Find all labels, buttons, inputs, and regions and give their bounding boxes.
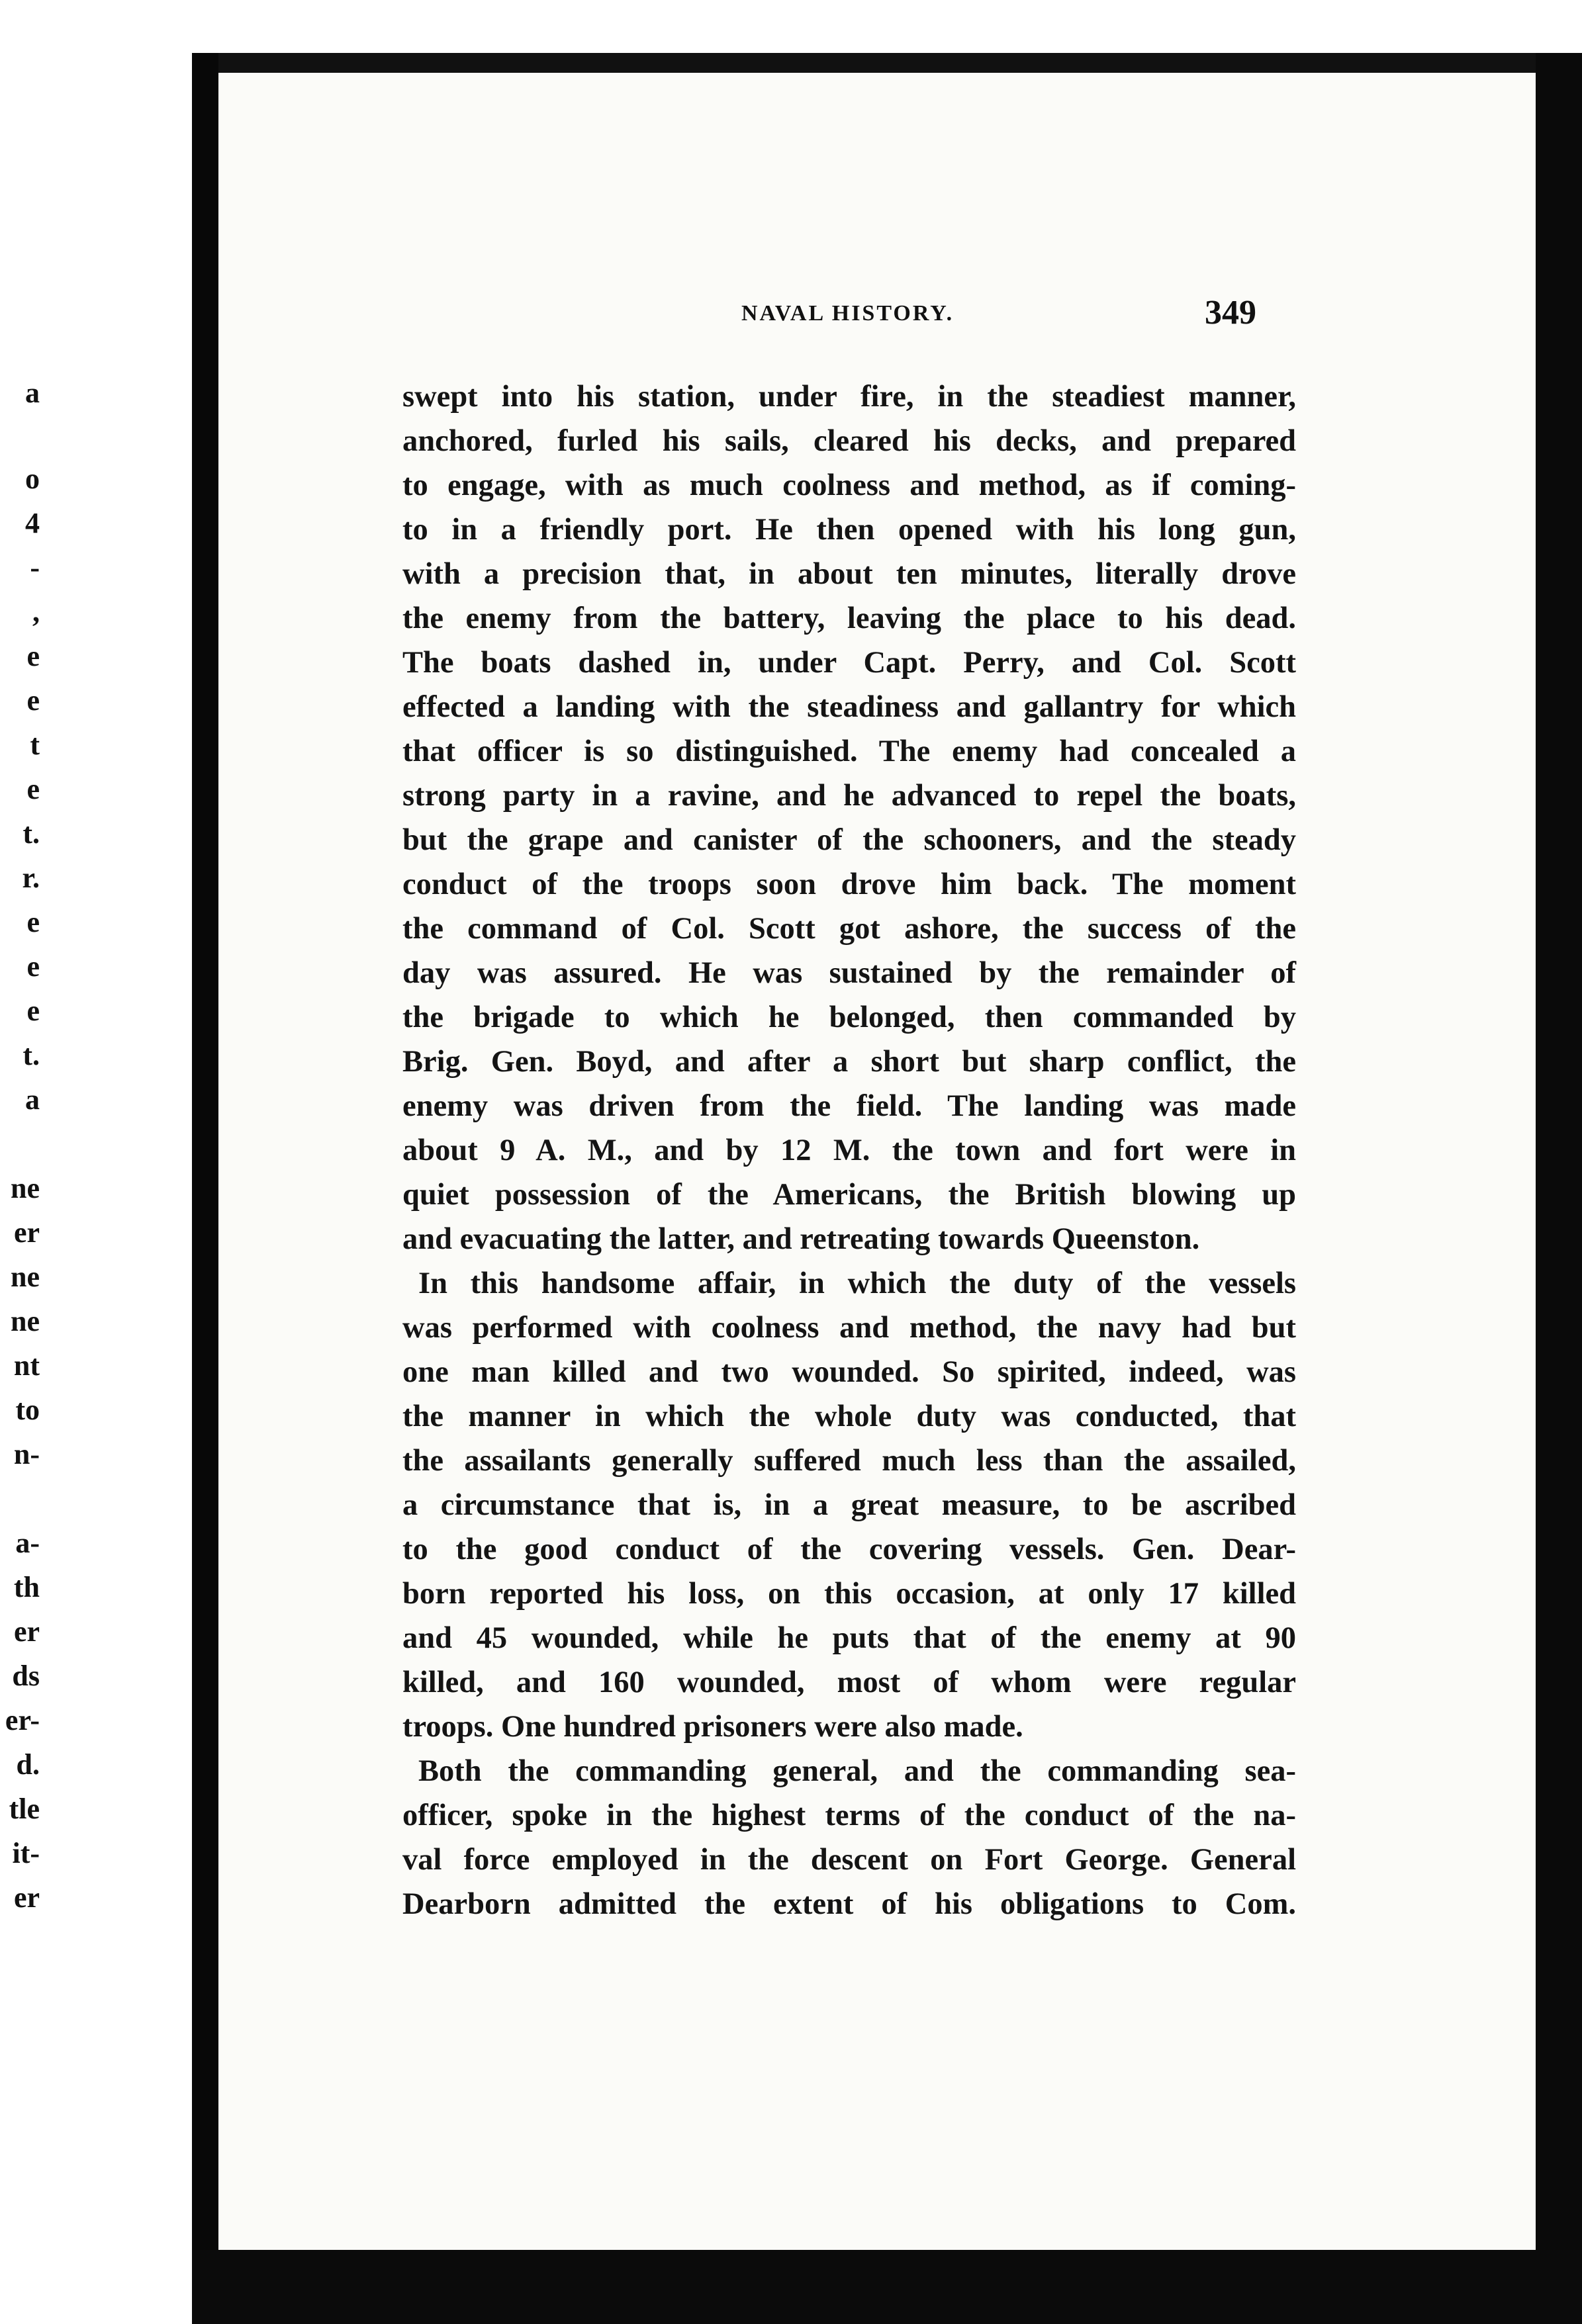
text-line: anchored, furled his sails, cleared his decks, and prepared [402, 424, 1296, 458]
fragment-text: nt [13, 1349, 40, 1382]
fragment-text: er- [5, 1704, 40, 1736]
fragment-text: e [26, 906, 40, 938]
fragment-text: tle [9, 1793, 40, 1825]
fragment-text: e [26, 773, 40, 805]
text-line: enemy was driven from the field. The landing was made [402, 1089, 1296, 1123]
text-line: Dearborn admitted the extent of his obligations to Com. [402, 1887, 1296, 1921]
text-line: quiet possession of the Americans, the British blowing up [402, 1178, 1296, 1212]
text-line: troops. One hundred prisoners were also made. [402, 1710, 1023, 1744]
fragment-text: er [13, 1881, 40, 1914]
text-line: the enemy from the battery, leaving the place to his dead. [402, 602, 1296, 635]
text-line: to the good conduct of the covering vessels. Gen. Dear- [402, 1533, 1296, 1566]
fragment-text: t. [23, 1039, 40, 1071]
fragment-text: it- [12, 1837, 40, 1869]
running-head: NAVAL HISTORY. [741, 301, 954, 326]
fragment-text: t. [23, 817, 40, 850]
gutter-shadow [192, 53, 218, 2324]
text-line: strong party in a ravine, and he advanced to repel the boats, [402, 779, 1296, 813]
fragment-text: e [26, 640, 40, 672]
fragment-text: e [26, 995, 40, 1027]
fragment-text: ne [11, 1261, 40, 1293]
fragment-text: e [26, 684, 40, 717]
text-line: but the grape and canister of the schooners, and the steady [402, 823, 1296, 857]
fragment-text: er [13, 1216, 40, 1249]
fragment-text: th [13, 1571, 40, 1603]
text-line: was performed with coolness and method, the navy had but [402, 1311, 1296, 1345]
text-line: to engage, with as much coolness and method, as if coming- [402, 469, 1296, 502]
text-line: that officer is so distinguished. The enemy had concealed a [402, 735, 1296, 768]
body-text [402, 375, 1296, 1926]
text-line: one man killed and two wounded. So spirited, indeed, was [402, 1355, 1296, 1389]
fragment-text: o [25, 463, 40, 495]
text-line: officer, spoke in the highest terms of the conduct of the na- [402, 1799, 1296, 1832]
fragment-text: to [15, 1394, 40, 1426]
text-line: the command of Col. Scott got ashore, the success of the [402, 912, 1296, 946]
fragment-text: 4 [25, 507, 40, 539]
fragment-text: a [25, 377, 40, 409]
fragment-text: d. [16, 1748, 40, 1781]
fragment-text: ne [11, 1172, 40, 1204]
fragment-text: t [30, 729, 40, 761]
text-line: The boats dashed in, under Capt. Perry, and Col. Scott [402, 646, 1296, 680]
text-line: born reported his loss, on this occasion, at only 17 killed [402, 1577, 1296, 1611]
fragment-text: a- [15, 1527, 40, 1559]
fragment-text: a [25, 1083, 40, 1116]
page-number: 349 [1205, 294, 1256, 332]
fragment-text: n- [13, 1438, 40, 1470]
fragment-text: r. [22, 862, 40, 894]
text-line: killed, and 160 wounded, most of whom were regular [402, 1666, 1296, 1699]
text-line: the brigade to which he belonged, then commanded by [402, 1001, 1296, 1034]
text-line: the manner in which the whole duty was conducted, that [402, 1400, 1296, 1433]
text-line: with a precision that, in about ten minutes, literally drove [402, 557, 1296, 591]
text-line: a circumstance that is, in a great measure, to be ascribed [402, 1488, 1296, 1522]
fragment-text: e [26, 950, 40, 983]
text-line: Brig. Gen. Boyd, and after a short but sharp conflict, the [402, 1045, 1296, 1079]
fragment-text: , [32, 596, 40, 628]
paragraph-first-line: Both the commanding general, and the commanding sea- [418, 1754, 1296, 1788]
page-bottom-shadow [192, 2250, 1582, 2324]
fragment-text: er [13, 1615, 40, 1648]
fragment-text: ne [11, 1305, 40, 1337]
page-right-shadow [1536, 53, 1582, 2324]
text-line: swept into his station, under fire, in the steadiest manner, [402, 380, 1296, 414]
fragment-text: ds [12, 1660, 40, 1692]
text-line: and 45 wounded, while he puts that of the enemy at 90 [402, 1621, 1296, 1655]
text-line: about 9 A. M., and by 12 M. the town and fort were in [402, 1134, 1296, 1167]
text-line: to in a friendly port. He then opened with his long gun, [402, 513, 1296, 547]
text-line: day was assured. He was sustained by the remainder of [402, 956, 1296, 990]
text-line: conduct of the troops soon drove him back. The moment [402, 868, 1296, 901]
text-line: val force employed in the descent on Fort George. General [402, 1843, 1296, 1877]
text-line: and evacuating the latter, and retreating towards Queenston. [402, 1222, 1200, 1256]
text-line: the assailants generally suffered much less than the assailed, [402, 1444, 1296, 1478]
fragment-text: - [30, 551, 40, 584]
text-line: effected a landing with the steadiness and gallantry for which [402, 690, 1296, 724]
paragraph-first-line: In this handsome affair, in which the duty of the vessels [418, 1267, 1296, 1300]
